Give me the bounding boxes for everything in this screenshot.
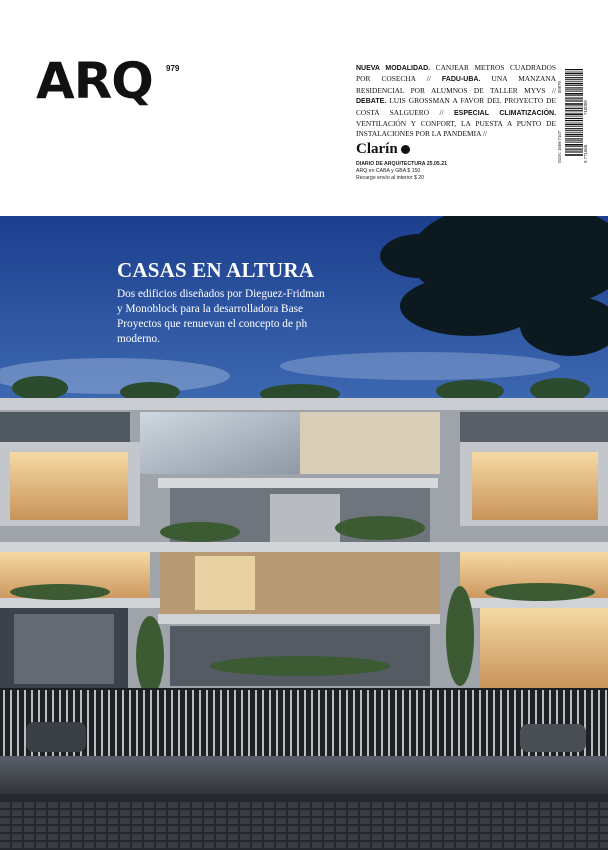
issue-number: 979 [166, 64, 180, 73]
barcode-issue: 00979 [557, 81, 562, 93]
teaser-part: NUEVA MODALIDAD. [356, 65, 431, 72]
clarin-block [356, 141, 476, 182]
clarin-logo [356, 141, 476, 158]
teaser-part: UNA MANZANA RESIDENCIAL POR ALUMNOS DE TALLER MYVS // [356, 74, 556, 95]
teaser-part: DEBATE. [356, 98, 387, 106]
barcode [556, 63, 590, 165]
cover-headline: CASAS EN ALTURA [117, 258, 315, 282]
arq-logo: ARQ [36, 52, 153, 110]
teaser-part: ESPECIAL CLIMATIZACIÓN. [453, 109, 557, 117]
masthead [0, 0, 608, 216]
teaser-part: FADU-UBA. [441, 76, 481, 84]
clarin-star-icon [401, 145, 410, 154]
cover-teaser [356, 63, 556, 140]
barcode-digits-a: 9 771666 [583, 144, 588, 163]
teaser-part: LUIS GROSSMAN A FAVOR DEL PROYECTO DE COSTA SALGUERO // [356, 96, 556, 117]
barcode-digits-b: 710008 [583, 100, 588, 115]
cover-photo [0, 216, 608, 850]
clarin-logo-text: Clarín [356, 141, 398, 157]
teaser-part: VENTILACIÓN Y CONFORT, LA PUESTA A PUNTO DE INSTALACIONES POR LA PANDEMIA // [356, 119, 556, 139]
teaser-part: CANJEAR METROS CUADRADOS POR COSECHA // [356, 63, 556, 84]
cover-subtitle: Dos edificios diseñados por Dieguez-Fridman y Monoblock para la desarrolladora Base Proyectos que renuevan el concepto de ph moderno. [117, 288, 325, 345]
price-line: ARQ en CABA y GBA $ 150 [356, 168, 421, 174]
edition-date: DIARIO DE ARQUITECTURA 25.05.21 [356, 161, 447, 167]
barcode-issn: ISSN: 1666-7107 [557, 130, 562, 163]
shipping-line: Recargo envío al interior $ 20 [356, 175, 425, 181]
